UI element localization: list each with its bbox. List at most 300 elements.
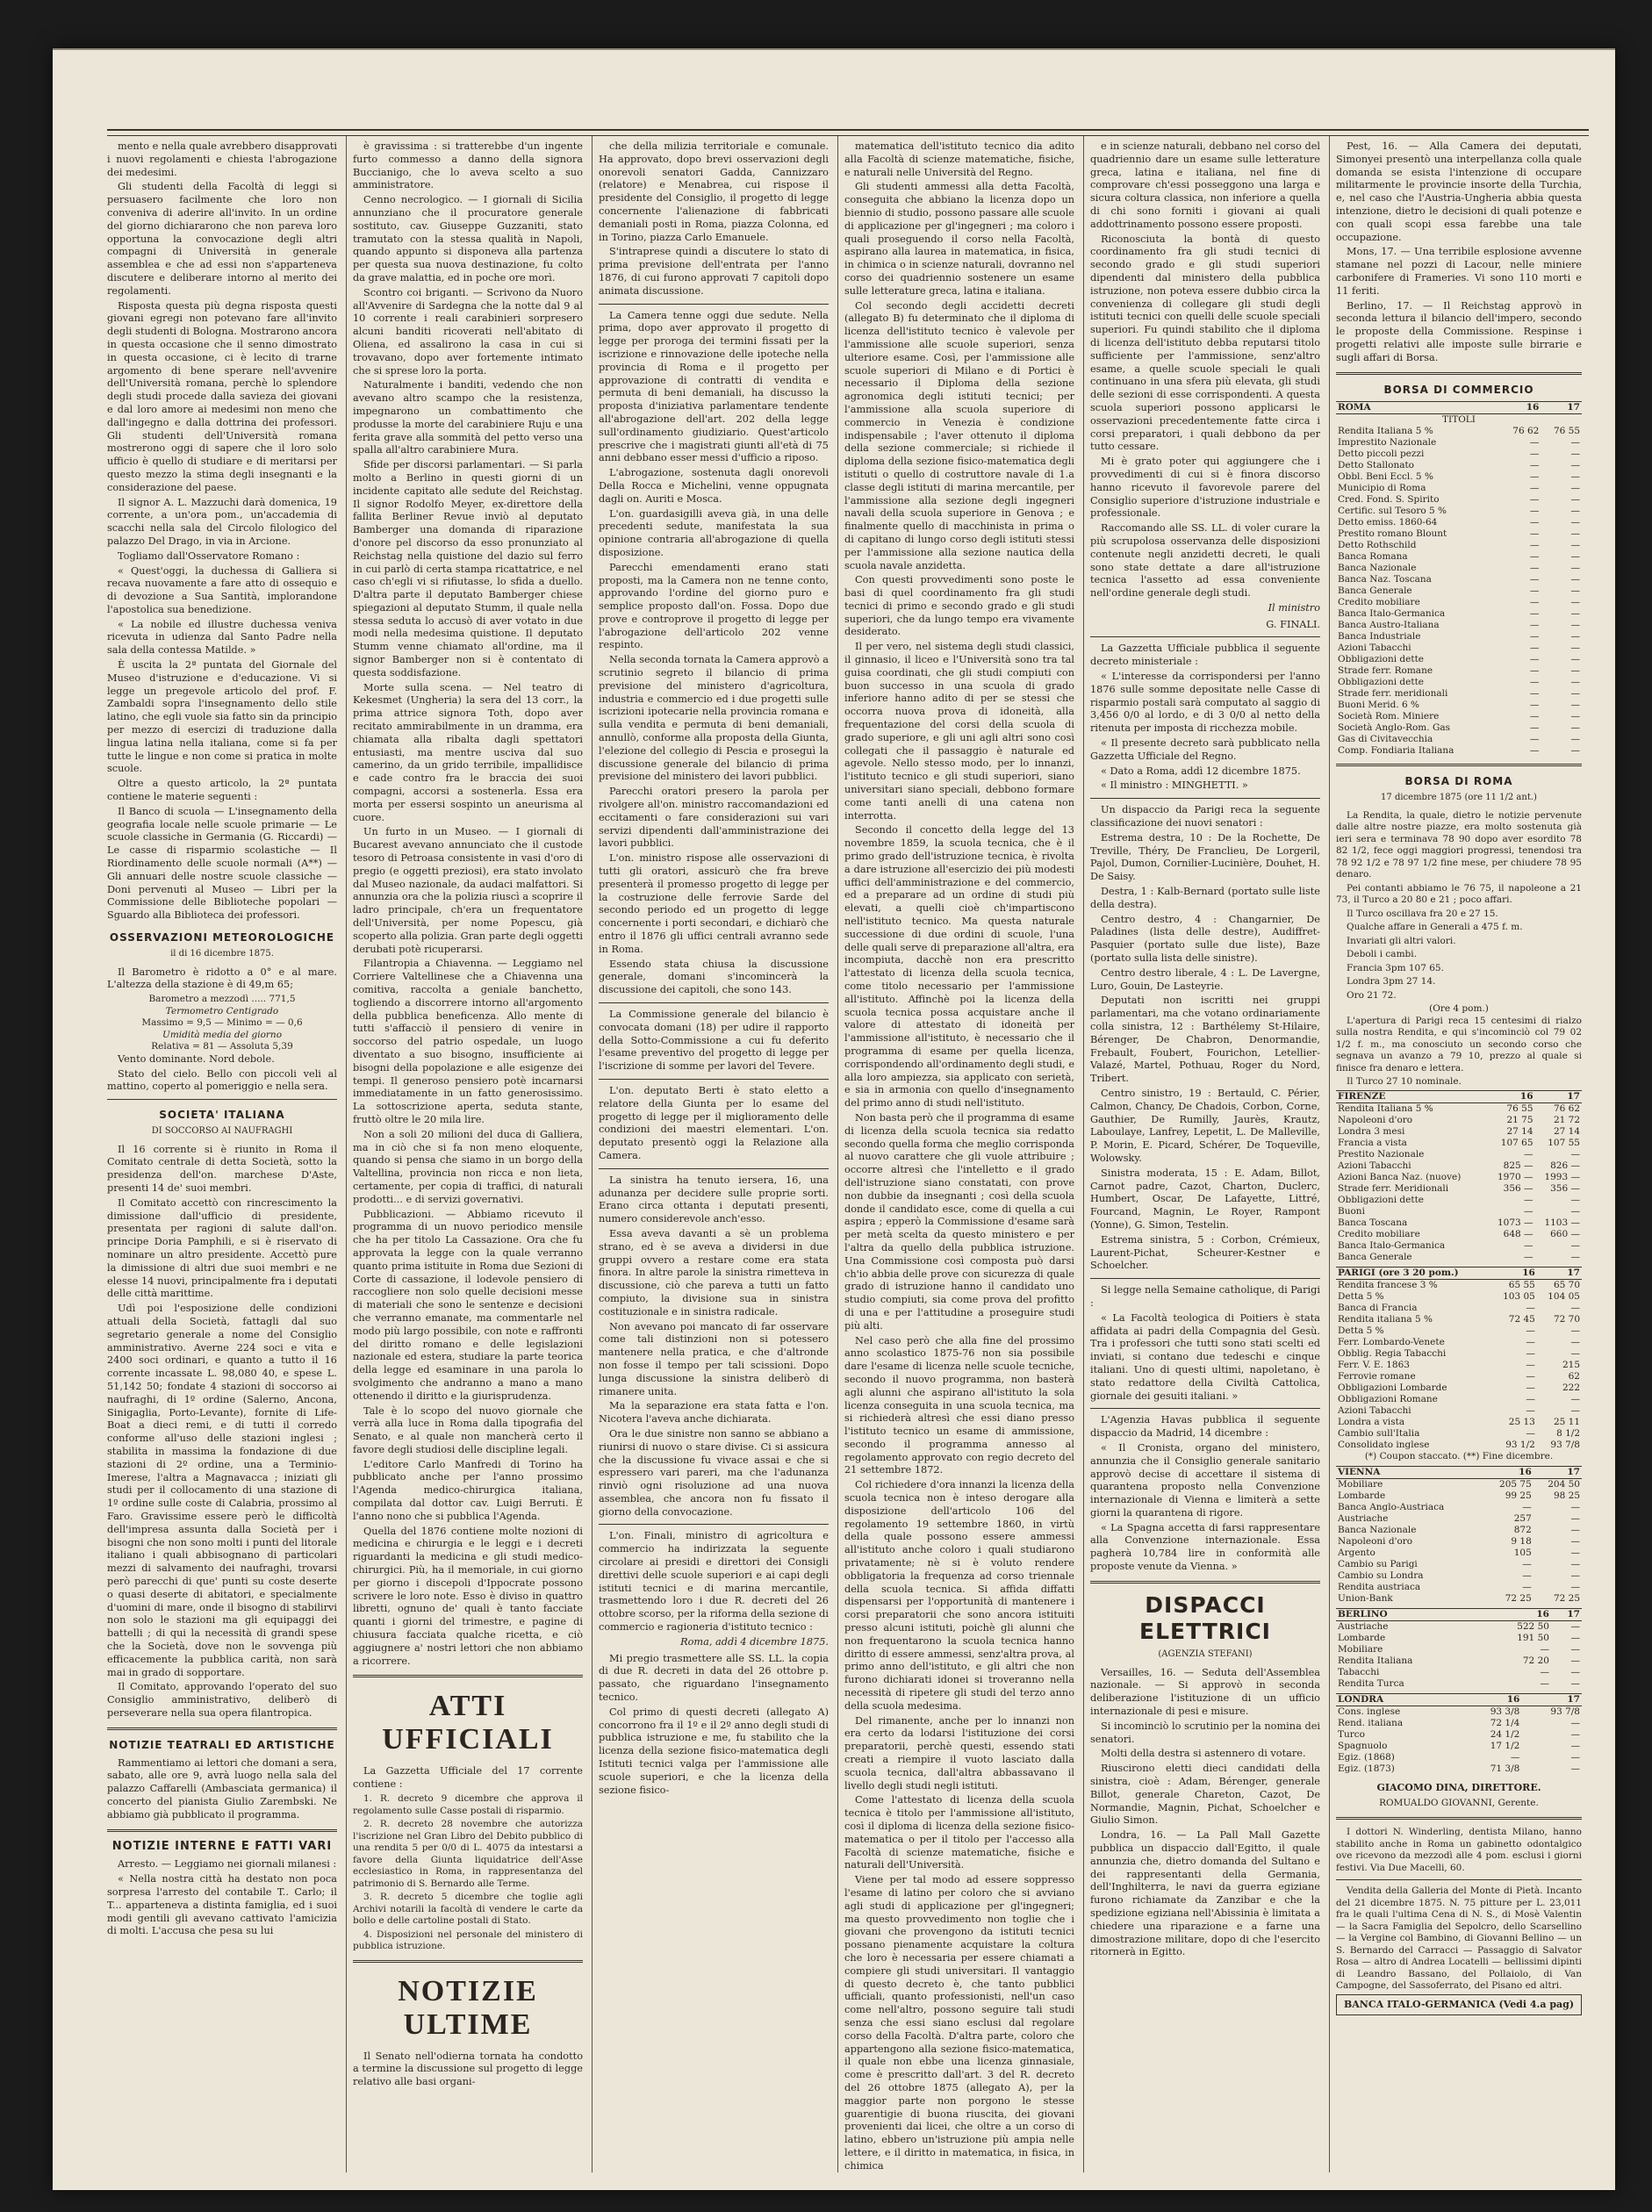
row-name: Francia a vista <box>1338 1137 1407 1148</box>
meteo-line: Massimo = 9,5 — Minimo = — 0,6 <box>141 1017 303 1029</box>
row-value-16: 76 55 <box>1506 1102 1533 1114</box>
row-value-17: 76 62 <box>1553 1102 1580 1114</box>
paragraph: Gli studenti della Facoltà di leggi si persuasero facilmente che loro non conveniva di aderire all'invito. In un ordine del giorno dichiararono che non pareva loro opportuna la convocazione degli altri compagni di Università in generale assemblea e che ad essi non s'apparteneva discutere e deliberare intorno al merito dei regolamenti. <box>107 181 337 297</box>
row-value-17: — <box>1570 471 1580 483</box>
row-name: Obblig. Regia Tabacchi <box>1338 1347 1447 1359</box>
londra-rows <box>1336 1706 1582 1776</box>
paragraph: La Rendita, la quale, dietro le notizie pervenute dalle altre nostre piazze, era molto sostenuta già ieri sera e terminava 78 90 dopo aver esordito 78 82 1/2, fece oggi maggiori progressi, tenendosi tra 78 92 1/2 e 78 97 1/2 fine mese, per chiudere 78 95 denaro. <box>1336 809 1582 880</box>
row-value-17: — <box>1570 1741 1580 1752</box>
paragraph: Filantropia a Chiavenna. — Leggiamo nel Corriere Valtellinese che a Chiavenna una comitiva, raccolta a geniale banchetto, togliendo a discorrere intorno all'argomento della pubblica beneficenza. Allo mente di tutti s'affacciò il pensiero di venire in soccorso del patrio ospedale, un luogo diventato a suo bisogno, insufficiente ai bisogni della popolazione e alle esigenze dei tempi. Il generoso pensiero potè incarnarsi immediatamente in un fatto generosissimo. La sottoscrizione aperta, seduta stante, fruttò oltre le 20 mila lire. <box>353 958 583 1125</box>
table-row <box>1336 460 1582 471</box>
time-note: (Ore 4 pom.) <box>1429 1003 1489 1015</box>
divider <box>599 304 829 305</box>
row-value-16: 99 25 <box>1505 1490 1532 1502</box>
paragraph: Pest, 16. — Alla Camera dei deputati, Simonyei presentò una interpellanza colla quale domanda se esista l'intenzione di occupare militarmente le provincie insorte della Turchia, e, nel caso che l'Austria-Ungheria abbia questa intenzione, dietro le decisioni di quali potenze e con quali scopi essa farebbe una tale occupazione. <box>1336 140 1582 243</box>
paragraph: « Dato a Roma, addì 12 dicembre 1875. <box>1101 765 1301 777</box>
row-name: Cred. Fond. S. Spirito <box>1338 494 1440 506</box>
paragraph: L'on. Finali, ministro di agricoltura e commercio ha indirizzata la seguente circolare ai presidi e direttori dei Consigli direttivi delle scuole superiori e ai capi degli istituti tecnici e di marina mercantile, trasmettendo loro i due R. decreti del 26 ottobre scorso, per la riforma della sezione di commercio e ragioneria d'istituto tecnico : <box>599 1530 829 1634</box>
row-value-16: — <box>1540 1667 1549 1678</box>
row-name: Detto emiss. 1860-64 <box>1338 517 1438 528</box>
row-name: Banca Naz. Toscana <box>1338 574 1432 585</box>
paragraph: È uscita la 2ª puntata del Giornale del Museo d'istruzione e d'educazione. Vi si legge un pregevole articolo del prof. F. Zambaldi sopra l'insegnamento dello stile latino, che egli vuole sia fatto sin da principio per mezzo di esercizi di traduzione dalla lingua latina nella italiana, come si fa per tutte le lingue e non come si pratica in molte scuole. <box>107 659 337 775</box>
paragraph: Mi è grato poter qui aggiungere che i provvedimenti di cui si è finora discorso hanno ricevuto il favorevole parere del Consiglio superiore d'istruzione industriale e professionale. <box>1090 456 1320 520</box>
table-row <box>1336 643 1582 654</box>
paragraph: La Gazzetta Ufficiale del 17 corrente contiene : <box>353 1765 583 1791</box>
row-value-17: — <box>1570 1644 1580 1655</box>
row-name: Obbl. Beni Eccl. 5 % <box>1338 471 1433 483</box>
table-row <box>1336 1525 1582 1536</box>
table-row <box>1336 1291 1582 1303</box>
paragraph: Non avevano poi mancato di far osservare come tali distinzioni non si potessero mantenere nella pratica, e che d'altronde non fosse il tempo per tali scissioni. Dopo lunga discussione la sinistra deliberò di rimanere unita. <box>599 1320 829 1397</box>
row-value-16: 107 65 <box>1500 1137 1533 1148</box>
table-row <box>1336 1633 1582 1644</box>
divider <box>353 1675 583 1677</box>
table-label: TITOLI <box>1442 414 1476 426</box>
table-row <box>1336 711 1582 722</box>
row-value-17: — <box>1570 1621 1580 1633</box>
paragraph: Col secondo degli accidetti decreti (allegato B) fu determinato che il diploma di licenza dell'istituto tecnico è valevole per l'ammissione alle scuole superiori, senza ulteriore esame. Così, per l'ammissione alle scuole superiori di Milano e di Portici è necessario il Diploma della sezione agronomica degli istituti tecnici; per l'ammissione alla scuola superiore di commercio in Venezia è condizione indispensabile ; l'aver ottenuto il diploma della sezione commerciale; si richiede il diploma della sezione fisico-matematica degli istituti o quello di costruttore navale di 1.a classe degli istituti di marina mercantile, per l'ammissione alla sezione degli ingegneri navali della scuola superiore in Genova ; e finalmente quello di macchinista in prima o di capitano di lungo corso degli istituti stessi per l'ammissione alla sezione nautica della scuola navale anzidetta. <box>844 299 1074 571</box>
paragraph: Ora le due sinistre non sanno se abbiano a riunirsi di nuovo o stare divise. Ci si assicura che la discussione fu vivace assai e che si espressero vari pareri, ma che l'adunanza rinviò ogni risoluzione ad una nuova assemblea, che ancora non fu fissato il giorno della convocazione. <box>599 1427 829 1518</box>
row-value-17: 356 — <box>1550 1182 1580 1194</box>
table-row <box>1336 1621 1582 1634</box>
row-name: Banca Generale <box>1338 585 1412 597</box>
row-value-17: 1993 — <box>1544 1171 1580 1182</box>
paragraph: « Quest'oggi, la duchessa di Galliera si recava nuovamente a fare atto di ossequio e di devozione a Sua Santità, implorandone l'apostolica sua benedizione. <box>107 564 337 615</box>
paragraph: Si incominciò lo scrutinio per la nomina dei senatori. <box>1090 1720 1320 1745</box>
row-name: Credito mobiliare <box>1338 597 1420 608</box>
row-name: Austriache <box>1338 1513 1389 1525</box>
row-name: Londra a vista <box>1338 1416 1405 1427</box>
paragraph: 3. R. decreto 5 dicembre che toglie agli Archivi notarili la facoltà di vendere le carte da bollo e delle cartoline postali di Stato. <box>353 1892 583 1927</box>
row-value-17: — <box>1570 1302 1580 1313</box>
paragraph: Il Comitato, approvando l'operato del suo Consiglio amministrativo, deliberò di perseverare nella sua opera filantropica. <box>107 1681 337 1719</box>
paragraph: Londra 3pm 27 14. <box>1347 976 1436 988</box>
table-row <box>1336 1428 1582 1440</box>
row-value-16: — <box>1524 1239 1533 1251</box>
row-value-17: — <box>1570 745 1580 757</box>
paragraph: L'Agenzia Havas pubblica il seguente dispaccio da Madrid, 14 dicembre : <box>1090 1414 1320 1440</box>
paragraph: Molti della destra si astennero di votare. <box>1101 1748 1306 1760</box>
table-row <box>1336 722 1582 734</box>
stock-table-londra <box>1336 1693 1582 1775</box>
dateline: Roma, addì 4 dicembre 1875. <box>680 1635 829 1648</box>
row-name: Detto piccoli pezzi <box>1338 449 1425 460</box>
paragraph: Pei contanti abbiamo le 76 75, il napoleone a 21 73, il Turco a 20 80 e 21 ; poco affari. <box>1336 882 1582 906</box>
section-subheading: 17 dicembre 1875 (ore 11 1/2 ant.) <box>1381 793 1537 803</box>
row-value-17: 215 <box>1562 1359 1580 1370</box>
row-value-16: — <box>1529 460 1540 471</box>
row-value-17: — <box>1570 608 1580 620</box>
director-signature: GIACOMO DINA, DIRETTORE. <box>1376 1782 1541 1794</box>
row-value-17: — <box>1570 688 1580 700</box>
table-row <box>1336 471 1582 483</box>
row-value-16: — <box>1529 677 1540 688</box>
row-value-17: — <box>1570 722 1580 734</box>
stock-table-vienna <box>1336 1466 1582 1605</box>
row-name: Cambio su Parigi <box>1338 1559 1418 1570</box>
paragraph: Deboli i cambi. <box>1347 949 1417 960</box>
paragraph: Un furto in un Museo. — I giornali di Bucarest avevano annunciato che il custode tesoro di Petroasa consistente in vasi d'oro di pregio (e oggetti preziosi), era stato involato dal Museo nazionale, da audaci malfattori. Si annunzia ora che la polizia riuscì a scoprire il ladro principale, ch'era un frequentatore dell'Università, per nome Popescu, già scoperto alla polizia. Gran parte degli oggetti derubati potè ricuperarsi. <box>353 826 583 955</box>
paragraph: Non basta però che il programma di esame di licenza della scuola tecnica sia redatto secondo quella forma che meglio corrisponda al nuovo carattere che gli vuole attribuire ; occorre altresì che l'intelletto e il grado dell'istruzione siano constatati, con prove non dubbie da insegnanti ; così della scuola donde il candidato esce, come di quella a cui aspira ; epperò la Commissione d'esame sarà per metà scelta da questo ministero e per l'altra da quello della pubblica istruzione. Una Commissione così composta può darsi ch'io abbia delle prove con sicurezza di quale grado di istruzione hanno il candidato uno studio compiuti, sia come prova del profitto di una e per l'attitudine a proseguire studi più alti. <box>844 1111 1074 1332</box>
banca-advertisement: BANCA ITALO-GERMANICA (Vedi 4.a pag) <box>1336 1994 1582 2016</box>
row-value-17: 93 7/8 <box>1550 1439 1580 1450</box>
row-name: Obbligazioni Lombarde <box>1338 1382 1447 1393</box>
table-row <box>1336 1763 1582 1775</box>
row-name: Rendita Italiana <box>1338 1655 1413 1667</box>
table-label: ROMA <box>1336 402 1500 414</box>
paragraph: S'intraprese quindi a discutere lo stato di prima previsione dell'entrata per l'anno 1876, di cui furono approvati 7 capitoli dopo animata discussione. <box>599 246 829 297</box>
row-value-16: — <box>1529 597 1540 608</box>
row-value-17: — <box>1570 1536 1580 1548</box>
divider <box>1090 798 1320 799</box>
row-name: Ferrovie romane <box>1338 1370 1416 1382</box>
row-value-16: 24 1/2 <box>1490 1729 1520 1741</box>
row-value-17: 660 — <box>1550 1228 1580 1239</box>
row-value-17: — <box>1570 528 1580 540</box>
row-value-17: 62 <box>1568 1370 1580 1382</box>
row-value-16: — <box>1522 1582 1532 1593</box>
table-row <box>1336 1479 1582 1491</box>
table-row <box>1336 1678 1582 1690</box>
row-value-17: — <box>1570 1502 1580 1513</box>
row-value-16: — <box>1524 1251 1533 1262</box>
advertisement: I dottori N. Winderling, dentista Milano, hanno stabilito anche in Roma un gabinetto odontalgico ove ricevono da mezzodì alle 4 pom. esclusi i giorni festivi. Via Due Macelli, 60. <box>1336 1827 1582 1873</box>
paragraph: L'on. guardasigilli aveva già, in una delle precedenti sedute, manifestata la sua opinione contraria all'abrogazione di quella disposizione. <box>599 507 829 558</box>
row-value-16: 25 13 <box>1508 1416 1535 1427</box>
table-date: 17 <box>1521 1694 1582 1706</box>
row-name: Turco <box>1338 1729 1365 1741</box>
table-row <box>1336 1582 1582 1593</box>
paragraph: Con questi provvedimenti sono poste le basi di quel coordinamento fra gli studi tecnici di primo e secondo grado e gli studi superiori, che da lungo tempo era vivamente desiderato. <box>844 574 1074 638</box>
table-row <box>1336 1417 1582 1428</box>
row-value-16: — <box>1540 1644 1549 1655</box>
meteo-line: Relativa = 81 — Assoluta 5,39 <box>151 1041 293 1052</box>
paragraph: « Il ministro : MINGHETTI. » <box>1101 779 1248 792</box>
row-name: Londra 3 mesi <box>1338 1125 1405 1137</box>
row-value-17: 826 — <box>1550 1160 1580 1171</box>
paragraph: L'editore Carlo Manfredi di Torino ha pubblicato anche per l'anno prossimo l'Agenda medico-chirurgica italiana, compilata dal dottor cav. Luigi Berruti. È l'anno nono che si pubblica l'Agenda. <box>353 1458 583 1522</box>
divider <box>353 1960 583 1963</box>
table-row <box>1336 1644 1582 1655</box>
table-row <box>1336 608 1582 620</box>
table-row <box>1336 1149 1582 1160</box>
paragraph: Essendo stata chiusa la discussione generale, domani s'incomincerà la discussione dei capitoli, che sono 143. <box>599 958 829 996</box>
table-row <box>1336 1718 1582 1729</box>
row-value-17: — <box>1570 574 1580 585</box>
row-value-16: 71 3/8 <box>1490 1763 1520 1775</box>
paragraph: L'apertura di Parigi reca 15 centesimi di rialzo sulla nostra Rendita, e qui s'incominciò col 79 02 1/2 f. m., ma conosciuto un secondo corso che segnava un avanzo a 79 10, prezzo al quale si finisce fra denaro e lettera. <box>1336 1015 1582 1074</box>
row-value-17: — <box>1570 460 1580 471</box>
paragraph: « L'interesse da corrispondersi per l'anno 1876 sulle somme depositate nelle Casse di risparmio postali sarà computato al saggio di 3,456 0/0 al lordo, e di 3 0/0 al netto della ritenuta per imposta di ricchezza mobile. <box>1090 671 1320 735</box>
table-row <box>1336 540 1582 551</box>
row-value-16: 72 25 <box>1505 1593 1532 1605</box>
row-value-16: 356 — <box>1503 1182 1533 1194</box>
column-rule <box>1329 136 1330 2172</box>
row-value-17: — <box>1570 1194 1580 1205</box>
paragraph: Il Barometro è ridotto a 0° e al mare. L'altezza della stazione è di 49,m 65; <box>107 966 337 991</box>
row-name: Egiz. (1873) <box>1338 1763 1395 1775</box>
table-label: LONDRA <box>1336 1694 1462 1706</box>
row-name: Obbligazioni dette <box>1338 1194 1425 1205</box>
paragraph: Sfide per discorsi parlamentari. — Si parla molto a Berlino in questi giorni di un incidente capitato alle sedute del Reichstag. Il signor Rodolfo Meyer, ex-direttore della fallita Berliner Revue inviò al deputato Bamberger una domanda di riparazione d'onore pel discorso da esso pronunziato al Reichstag nella quistione del dazio sul ferro in cui parlò di certa stampa ricattatrice, e nel caso ch'egli vi si rifiutasse, lo sfida a duello. D'altra parte il deputato Bamberger chiese spiegazioni al deputato Stumm, il quale nella stessa seduta lo accusò di aver votato in due modi nella medesima quistione. Il deputato Stumm venne chiamato all'ordine, ma il signor Bamberger non si è contentato di questa soddisfazione. <box>353 459 583 679</box>
table-row <box>1336 449 1582 460</box>
row-name: Azioni Tabacchi <box>1338 1404 1411 1416</box>
row-value-16: 1073 — <box>1497 1217 1533 1228</box>
row-value-17: — <box>1570 711 1580 722</box>
row-value-16: — <box>1522 1559 1532 1570</box>
row-value-17: — <box>1570 700 1580 711</box>
row-value-16: — <box>1529 620 1540 631</box>
table-row <box>1336 1240 1582 1252</box>
table-row <box>1336 1394 1582 1405</box>
row-name: Azioni Tabacchi <box>1338 1160 1411 1171</box>
table-row <box>1336 1206 1582 1217</box>
row-value-17: 25 11 <box>1553 1416 1580 1427</box>
table-row <box>1336 1337 1582 1348</box>
paragraph: Londra, 16. — La Pall Mall Gazette pubblica un dispaccio dall'Egitto, il quale annunzia che, dietro domanda del Sultano e dei rappresentanti della Germania, dell'Inghilterra, le navi da guerra egiziane furono richiamate da Zanzibar e che la spedizione egiziana nell'Abissinia è limitata a chiedere una riparazione e a farne una dimostrazione militare, dopo di che l'esercito ritornerà in Egitto. <box>1090 1829 1320 1958</box>
row-name: Certific. sul Tesoro 5 % <box>1338 506 1447 517</box>
paragraph: Naturalmente i banditi, vedendo che non avevano altro scampo che la resistenza, impegnarono un combattimento che produsse la morte del carabiniere Ruju e una ferita grave alla sommità del petto verso una spalla all'altro carabiniere Mura. <box>353 379 583 456</box>
section-heading-latest-news: NOTIZIE ULTIME <box>398 1974 538 2041</box>
row-name: Banca Toscana <box>1338 1217 1408 1228</box>
row-value-17: — <box>1570 734 1580 745</box>
row-value-17: — <box>1570 517 1580 528</box>
row-name: Consolidato inglese <box>1338 1439 1430 1450</box>
section-heading-internal: NOTIZIE INTERNE E FATTI VARI <box>111 1839 333 1853</box>
table-row <box>1336 1570 1582 1582</box>
table-row <box>1336 1102 1582 1115</box>
row-value-17: 8 1/2 <box>1556 1427 1580 1439</box>
row-value-16: — <box>1529 722 1540 734</box>
row-value-16: — <box>1529 711 1540 722</box>
row-value-16: — <box>1529 540 1540 551</box>
paragraph: Pubblicazioni. — Abbiamo ricevuto il programma di un nuovo periodico mensile che ha per titolo La Cassazione. Ora che fu approvata la legge con la quale verranno quanto prima istituite in Roma due Sezioni di Corte di cassazione, il lodevole pensiero di raccogliere non solo quelle decisioni messe di materiali che sono le sentenze e decisioni che verranno emanate, ma commentarle nel modo più largo possibile, con note e raffronti del diritto romano e delle legislazioni nazionale ed estera, studiare la parte teorica della legge ed esaminare in una parola lo svolgimento che andranno a mano a mano ottenendo il diritto e la giurisprudenza. <box>353 1208 583 1402</box>
row-value-17: 76 55 <box>1553 426 1580 437</box>
row-value-17: — <box>1570 1513 1580 1525</box>
table-row <box>1336 1138 1582 1149</box>
row-value-17: — <box>1570 1347 1580 1359</box>
row-value-16: — <box>1526 1302 1535 1313</box>
row-value-17: — <box>1570 620 1580 631</box>
row-value-17: — <box>1570 1548 1580 1559</box>
row-value-16: — <box>1529 631 1540 643</box>
row-value-17: — <box>1570 540 1580 551</box>
paragraph: L'on. ministro rispose alle osservazioni di tutti gli oratori, assicurò che fra breve presenterà il promesso progetto di legge per la costruzione delle ferrovie Sarde del secondo periodo ed un progetto di legge concernente i porti secondari, e dichiarò che entro il 1876 gli uffici centrali avranno sede in Roma. <box>599 852 829 955</box>
section-heading-society: SOCIETA' ITALIANA <box>159 1109 285 1122</box>
row-name: Rendita italiana 5 % <box>1338 1313 1433 1325</box>
table-row <box>1336 620 1582 631</box>
divider <box>599 1524 829 1525</box>
paragraph: « La Facoltà teologica di Poitiers è stata affidata ai padri della Compagnia del Gesù. Tra i professori che tutti sono stati scelti ed inviati, si contano due tedeschi e cinque italiani. Uno di questi ultimi, napoletano, è stato redattore della Civiltà Cattolica, giornale dei gesuiti italiani. » <box>1090 1311 1320 1402</box>
row-name: Banca Italo-Germanica <box>1338 608 1446 620</box>
row-name: Union-Bank <box>1338 1593 1393 1605</box>
row-value-17: — <box>1570 1763 1580 1775</box>
row-value-17: — <box>1570 1655 1580 1667</box>
row-value-16: 205 75 <box>1499 1479 1532 1490</box>
table-date: 17 <box>1537 1267 1582 1279</box>
row-value-17: — <box>1570 1205 1580 1217</box>
paragraph: Col primo di questi decreti (allegato A) concorrono fra il 1º e il 2º anno degli studi di pubblica istruzione e me, fu stabilito che la licenza della sezione fisico-matematica degli Istituti tecnici valga per l'ammissione alle scuole superiori, e che la licenza della sezione fisico- <box>599 1706 829 1796</box>
paragraph: Quella del 1876 contiene molte nozioni di medicina e chirurgia e le leggi e i decreti riguardanti la medicina e gli studi medico-chirurgici. Più, ha il memoriale, in cui giorno per giorno i discepoli d'Ippocrate possono scrivere le loro note. Esso è diviso in quattro libretti, ognuno de' quali è tanto facciate quanti i giorni del trimestre, e pagine di chiusura facciata qualche ricetta, e ciò aggiugnere a' nostri lettori che non abbiamo a ricorrere. <box>353 1525 583 1667</box>
row-value-17: 98 25 <box>1553 1490 1580 1502</box>
column-rule <box>592 136 593 2172</box>
column-5 <box>1090 140 1320 2175</box>
divider <box>107 1727 337 1730</box>
row-value-17: 1103 — <box>1544 1217 1580 1228</box>
divider <box>1090 1408 1320 1409</box>
table-row <box>1336 585 1582 597</box>
row-value-17: — <box>1570 1251 1580 1262</box>
row-value-16: 72 20 <box>1522 1655 1549 1667</box>
table-row <box>1336 1314 1582 1325</box>
row-name: Cambio sull'Italia <box>1338 1427 1420 1439</box>
row-name: Rend. italiana <box>1338 1718 1404 1729</box>
divider <box>1090 1278 1320 1279</box>
column-2 <box>353 140 583 2175</box>
row-value-17: — <box>1570 449 1580 460</box>
table-row <box>1336 1667 1582 1678</box>
paragraph: Vento dominante. Nord debole. <box>118 1052 275 1065</box>
row-value-16: — <box>1529 745 1540 757</box>
row-name: Banca Generale <box>1338 1251 1412 1262</box>
row-value-16: — <box>1529 449 1540 460</box>
row-value-16: 1970 — <box>1497 1171 1533 1182</box>
row-value-16: — <box>1540 1678 1549 1690</box>
row-name: Azioni Tabacchi <box>1338 643 1411 654</box>
header-rule <box>107 129 1589 136</box>
table-date: 17 <box>1535 1090 1582 1102</box>
table-row <box>1336 654 1582 665</box>
paragraph: Destra, 1 : Kalb-Bernard (portato sulle liste della destra). <box>1090 886 1320 910</box>
paragraph: Il Comitato accettò con rincrescimento la dimissione dall'ufficio di presidente, presentata per ragioni di salute dall'on. principe Doria Pamphili, e si è riservato di nominare un altro presidente. Accettò pure la dimissione di altri due suoi membri e ne elesse 14 nuovi, principalmente fra i deputati delle città marittime. <box>107 1196 337 1300</box>
row-value-16: — <box>1529 608 1540 620</box>
row-value-17: 27 14 <box>1553 1125 1580 1137</box>
row-value-17: 204 50 <box>1548 1479 1580 1490</box>
paragraph: La Camera tenne oggi due sedute. Nella prima, dopo aver approvato il progetto di legge per proroga dei termini fissati per la iscrizione e rinnovazione delle ipoteche nella provincia di Roma e il progetto per approvazione di contratti di vendita e permuta di beni demaniali, ha discusso la proposta d'iniziativa parlamentare tendente all'abrogazione dell'art. 202 della legge sull'ordinamento giudiziario. Quest'articolo prescrive che i magistrati giunti all'età di 75 anni debbano esser messi d'ufficio a riposo. <box>599 309 829 464</box>
row-value-16: — <box>1526 1382 1535 1393</box>
row-value-17: — <box>1570 585 1580 597</box>
row-value-16: — <box>1526 1336 1535 1347</box>
divider <box>1336 1817 1582 1820</box>
row-value-16: 648 — <box>1503 1228 1533 1239</box>
row-name: Lombarde <box>1338 1633 1386 1644</box>
row-value-17: — <box>1570 654 1580 665</box>
table-row <box>1336 688 1582 700</box>
paragraph: Il signor A. L. Mazzuchi darà domenica, 19 corrente, a un'ora pom., un'accademia di scacchi nella sala del Circolo filologico del palazzo Del Drago, in via in Arcione. <box>107 496 337 547</box>
paragraph: Centro destro, 4 : Changarnier, De Paladines (lista delle destre), Audiffret-Pasquier (portato sulle due liste), Baze (portato sulla lista delle sinistre). <box>1090 913 1320 965</box>
paragraph: Scontro coi briganti. — Scrivono da Nuoro all'Avvenire di Sardegna che la notte dal 9 al 10 corrente i reali carabinieri sorpresero alcuni banditi ricoverati nell'abitato di Oliena, ed assalirono la casa in cui si trovavano, dopo aver fortemente intimato che si sprese loro la porta. <box>353 286 583 377</box>
vienna-rows <box>1336 1479 1582 1605</box>
paragraph: Ma la separazione era stata fatta e l'on. Nicotera l'aveva anche dichiarata. <box>599 1400 829 1426</box>
row-value-16: — <box>1529 700 1540 711</box>
table-label: BERLINO <box>1336 1609 1483 1621</box>
paragraph: Centro sinistro, 19 : Bertauld, C. Périer, Calmon, Chancy, De Chadois, Corbon, Corne, Gauthier, De Rumilly, Jaurès, Krautz, Laboulaye, Lanfrey, Lepetit, L. De Malleville, P. Morin, E. Picard, Schérer, De Toqueville, Wolowsky. <box>1090 1087 1320 1164</box>
row-value-16: — <box>1526 1370 1535 1382</box>
row-value-17: — <box>1570 631 1580 643</box>
row-value-17: — <box>1570 1393 1580 1404</box>
row-value-16: — <box>1526 1325 1535 1336</box>
row-name: Buoni Merid. 6 % <box>1338 700 1419 711</box>
row-value-17: — <box>1570 1404 1580 1416</box>
row-name: Napoleoni d'oro <box>1338 1536 1413 1548</box>
row-value-16: — <box>1529 665 1540 677</box>
row-value-16: 65 55 <box>1508 1279 1535 1290</box>
row-name: Mobiliare <box>1338 1644 1383 1655</box>
table-row <box>1336 1325 1582 1337</box>
table-row <box>1336 1172 1582 1183</box>
row-value-16: — <box>1529 585 1540 597</box>
row-value-16: 872 <box>1513 1525 1532 1536</box>
paragraph: Versailles, 16. — Seduta dell'Assemblea nazionale. — Si approvò in seconda deliberazione l'istituzione di un ufficio internazionale di pesi e misure. <box>1090 1666 1320 1718</box>
paragraph: 1. R. decreto 9 dicembre che approva il regolamento sulle Casse postali di risparmio. <box>353 1793 583 1816</box>
row-value-17: — <box>1570 597 1580 608</box>
table-row <box>1336 1195 1582 1206</box>
paragraph: Oro 21 72. <box>1347 989 1397 1001</box>
divider <box>599 1002 829 1003</box>
row-value-17: — <box>1570 506 1580 517</box>
row-name: Rendita austriaca <box>1338 1582 1421 1593</box>
table-row <box>1336 1371 1582 1382</box>
section-heading-official-acts: ATTI UFFICIALI <box>382 1690 554 1756</box>
paragraph: Il Turco 27 10 nominale. <box>1347 1076 1462 1088</box>
paragraph: Si legge nella Semaine catholique, di Parigi : <box>1090 1284 1320 1309</box>
column-1 <box>107 140 337 2175</box>
section-subheading: DI SOCCORSO AI NAUFRAGHI <box>151 1125 293 1136</box>
paragraph: Nel caso però che alla fine del prossimo anno scolastico 1875-76 non sia possibile dare l'esame di licenza nelle scuole tecniche, secondo il nuovo programma, non basterà agli alunni che aspirano all'istituto la sola licenza conseguita in una scuola tecnica, ma si richiederà altresì che essi diano presso l'istituto tecnico un esame di ammissione, secondo il programma annesso al regolamento approvato con regio decreto del 21 settembre 1872. <box>844 1334 1074 1476</box>
row-name: Lombarde <box>1338 1490 1386 1502</box>
row-value-16: — <box>1529 517 1540 528</box>
row-value-16: 257 <box>1513 1513 1532 1525</box>
signature-name: G. FINALI. <box>1266 618 1320 630</box>
paragraph: Il 16 corrente si è riunito in Roma il Comitato centrale di detta Società, sotto la presidenza dell'on. marchese D'Aste, presenti 14 de' suoi membri. <box>107 1143 337 1195</box>
row-value-16: — <box>1529 563 1540 574</box>
row-name: Prestito romano Blount <box>1338 528 1447 540</box>
table-date: 16 <box>1483 1609 1551 1621</box>
row-name: Austriache <box>1338 1621 1389 1633</box>
parigi-rows <box>1336 1279 1582 1451</box>
paragraph: Arresto. — Leggiamo nei giornali milanesi : <box>118 1858 337 1871</box>
advertisement: Vendita della Galleria del Monte di Pietà. Incanto del 21 dicembre 1875. N. 75 pitture per L. 23,011 fra le quali l'ultima Cena di N. S., di Mosè Valentin — la Sacra Famiglia del Sepolcro, dello Scarsellino — la Vergine col Bambino, di Giovanni Bellino — un S. Bernardo del Carracci — Passaggio di Salvator Rosa — altro di Andrea Locatelli — bellissimi dipinti di Leandro Bassano, del Pollaiolo, di Van Campogne, del Sassoferrato, del Pisano ed altri. <box>1336 1885 1582 1992</box>
row-value-16: — <box>1529 654 1540 665</box>
table-row <box>1336 1360 1582 1371</box>
section-heading-borsa: BORSA DI COMMERCIO <box>1383 383 1534 396</box>
paragraph: La Gazzetta Ufficiale pubblica il seguente decreto ministeriale : <box>1090 643 1320 668</box>
row-name: Municipio di Roma <box>1338 483 1426 494</box>
paragraph: « Il presente decreto sarà pubblicato nella Gazzetta Ufficiale del Regno. <box>1090 737 1320 762</box>
table-date: 16 <box>1500 402 1541 414</box>
row-value-16: 76 62 <box>1512 426 1540 437</box>
divider <box>1090 1581 1320 1584</box>
row-name: Strade ferr. Meridionali <box>1338 1182 1449 1194</box>
row-value-16: 17 1/2 <box>1490 1741 1520 1752</box>
row-name: Banca Austro-Italiana <box>1338 620 1440 631</box>
table-date: 16 <box>1462 1694 1522 1706</box>
table-row <box>1336 483 1582 494</box>
row-value-16: — <box>1522 1570 1532 1582</box>
paragraph: Oltre a questo articolo, la 2ª puntata contiene le materie seguenti : <box>107 778 337 803</box>
row-value-16: 522 50 <box>1517 1621 1549 1633</box>
table-label: PARIGI (ore 3 20 pom.) <box>1336 1267 1492 1279</box>
section-heading-meteo: OSSERVAZIONI METEOROLOGICHE <box>109 931 335 944</box>
paragraph: Togliamo dall'Osservatore Romano : <box>118 549 300 562</box>
row-name: Azioni Banca Naz. (nuove) <box>1338 1171 1462 1182</box>
table-row <box>1336 1229 1582 1240</box>
paragraph: Non a soli 20 milioni del duca di Galliera, ma in ciò che si fa non meno eloquente, quando si pensa che siamo in un borgo della Valtellina, provincia non ricca e non lieta, certamente, per copia di traffici, di naturali prodotti... e di servizi governativi. <box>353 1128 583 1205</box>
table-row <box>1336 1126 1582 1138</box>
paragraph: Col richiedere d'ora innanzi la licenza della scuola tecnica non è inteso derogare alla disposizione dell'articolo 106 del regolamento 19 settembre 1860, in virtù della quale possono essere ammessi all'istituto anche coloro i quali studiarono privatamente; nè si è voluto rendere obbligatoria la frequenza ad corso triennale della scuola tecnica. Si affida diffatti dispensarsi per l'opportunità di mantenere i corsi preparatorii che sono ancora istituiti presso alcuni istituti, poichè gli alunni che non frequentarono la scuola tecnica hanno diritto di essere ammessi, senz'altra prova, al primo anno dell'istituto, e gli altri che non furono dichiarati idonei si troveranno nella necessità di ripetere gli studi del terzo anno della scuola medesima. <box>844 1479 1074 1712</box>
table-row <box>1336 1115 1582 1126</box>
row-value-17: — <box>1570 1582 1580 1593</box>
